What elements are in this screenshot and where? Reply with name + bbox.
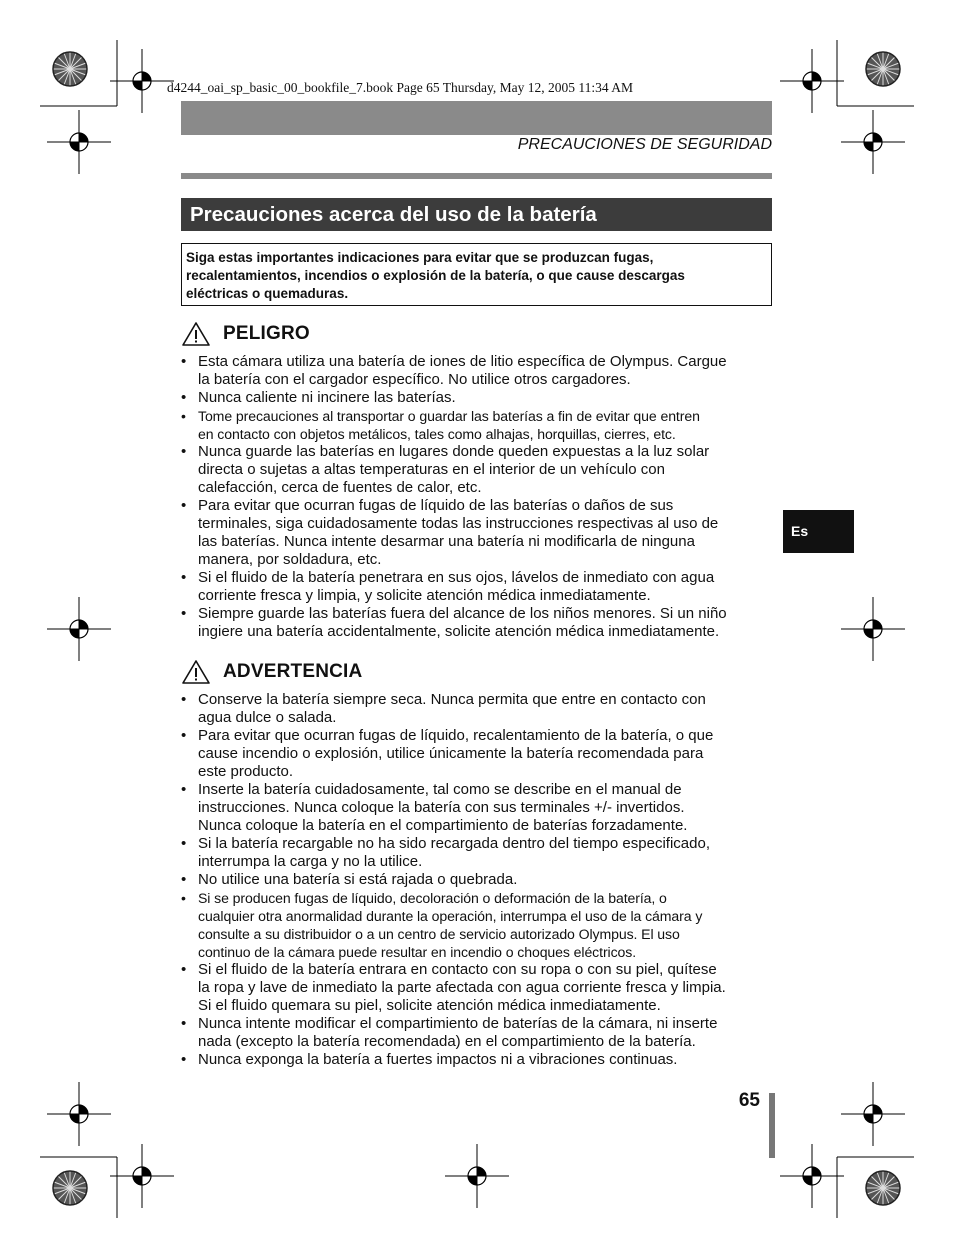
danger-heading-text: PELIGRO <box>223 323 310 344</box>
list-item-line: Tome precauciones al transportar o guardar las baterías a fin de evitar que entren <box>198 408 700 424</box>
list-item-line: agua dulce o salada. <box>198 709 337 726</box>
list-item-line: directa o sujetas a altas temperaturas en el interior de un vehículo con <box>198 461 665 478</box>
header-rule <box>181 173 772 179</box>
list-item-line: cause incendio o explosión, utilice únicamente la batería recomendada para <box>198 745 704 762</box>
list-item: • Nunca guarde las baterías en lugares donde queden expuestas a la luz solar directa o sujetas a altas temperaturas en el interior de un vehículo con calefacción, cerca de fuentes de calor, etc. <box>181 443 781 497</box>
list-item: • Para evitar que ocurran fugas de líquido de las baterías o daños de sus terminales, siga cuidadosamente todas las instrucciones respectivas al uso de las baterías. Nunca intente desarmar una batería ni modificarla de ninguna manera, por soldadura, etc. <box>181 497 781 569</box>
list-item: • No utilice una batería si está rajada o quebrada. <box>181 871 781 889</box>
list-item: • Conserve la batería siempre seca. Nunca permita que entre en contacto con agua dulce o salada. <box>181 691 781 727</box>
list-item-line: en contacto con objetos metálicos, tales como alhajas, horquillas, cierres, etc. <box>198 426 676 442</box>
warning-heading-text: ADVERTENCIA <box>223 661 363 682</box>
page-title: Precauciones acerca del uso de la batería <box>190 203 597 226</box>
notice-line: eléctricas o quemaduras. <box>186 286 349 301</box>
list-item-line: Nunca guarde las baterías en lugares donde queden expuestas a la luz solar <box>198 443 710 460</box>
list-item-line: consulte a su distribuidor o a un centro de servicio autorizado Olympus. El uso <box>198 926 680 942</box>
list-item: • Esta cámara utiliza una batería de iones de litio específica de Olympus. Cargue la batería con el cargador específico. No utilice otros cargadores. <box>181 353 781 389</box>
title-bar <box>181 198 772 231</box>
warning-triangle-icon <box>181 659 211 685</box>
print-header: d4244_oai_sp_basic_00_bookfile_7.book Page 65 Thursday, May 12, 2005 11:34 AM <box>167 80 633 95</box>
list-item: • Si se producen fugas de líquido, decoloración o deformación de la batería, o cualquier otra anormalidad durante la operación, interrumpa el uso de la cámara y consulte a su distribuidor o a un centro de servicio autorizado Olympus. El uso continuo de la cámara puede resultar en incendio o choques eléctricos. <box>181 889 781 961</box>
list-item-line: Para evitar que ocurran fugas de líquido, recalentamiento de la batería, o que <box>198 727 714 744</box>
list-item-line: Si el fluido quemara su piel, solicite atención médica inmediatamente. <box>198 997 661 1014</box>
page-number-bar <box>769 1093 775 1158</box>
list-item: • Siempre guarde las baterías fuera del alcance de los niños menores. Si un niño ingiere una batería accidentalmente, solicite atención médica inmediatamente. <box>181 605 781 641</box>
list-item-line: Siempre guarde las baterías fuera del alcance de los niños menores. Si un niño <box>198 605 727 622</box>
list-item-line: No utilice una batería si está rajada o quebrada. <box>198 871 518 888</box>
list-item-line: continuo de la cámara puede resultar en incendio o choques eléctricos. <box>198 944 637 960</box>
warning-triangle-icon <box>181 321 211 347</box>
list-item: • Para evitar que ocurran fugas de líquido, recalentamiento de la batería, o que cause incendio o explosión, utilice únicamente la batería recomendada para este producto. <box>181 727 781 781</box>
list-item: • Nunca intente modificar el compartimiento de baterías de la cámara, ni inserte nada (excepto la batería recomendada) en el compartimiento de la batería. <box>181 1015 781 1051</box>
list-item-line: Nunca coloque la batería en el compartimiento de baterías forzadamente. <box>198 817 688 834</box>
list-item-line: instrucciones. Nunca coloque la batería con sus terminales +/- invertidos. <box>198 799 685 816</box>
list-item-line: Conserve la batería siempre seca. Nunca permita que entre en contacto con <box>198 691 706 708</box>
list-item-line: este producto. <box>198 763 294 780</box>
warning-list <box>181 691 781 1069</box>
list-item: • Nunca exponga la batería a fuertes impactos ni a vibraciones continuas. <box>181 1051 781 1069</box>
notice-line: recalentamientos, incendios o explosión de la batería, o que cause descargas <box>186 268 685 283</box>
list-item-line: Si la batería recargable no ha sido recargada dentro del tiempo especificado, <box>198 835 710 852</box>
list-item-line: Nunca caliente ni incinere las baterías. <box>198 389 456 406</box>
danger-heading <box>181 318 310 350</box>
list-item-line: cualquier otra anormalidad durante la operación, interrumpa el uso de la cámara y <box>198 908 703 924</box>
language-tab: Es <box>783 510 854 553</box>
list-item-line: Inserte la batería cuidadosamente, tal como se describe en el manual de <box>198 781 682 798</box>
list-item-line: la ropa y lave de inmediato la parte afectada con agua corriente fresca y limpia. <box>198 979 726 996</box>
list-item-line: Nunca exponga la batería a fuertes impactos ni a vibraciones continuas. <box>198 1051 678 1068</box>
list-item-line: Nunca intente modificar el compartimiento de baterías de la cámara, ni inserte <box>198 1015 718 1032</box>
list-item-line: corriente fresca y limpia, y solicite atención médica inmediatamente. <box>198 587 651 604</box>
list-item-line: Si se producen fugas de líquido, decoloración o deformación de la batería, o <box>198 890 667 906</box>
list-item: • Si la batería recargable no ha sido recargada dentro del tiempo especificado, interrumpa la carga y no la utilice. <box>181 835 781 871</box>
header-bar <box>181 101 772 135</box>
notice-line: Siga estas importantes indicaciones para evitar que se produzcan fugas, <box>186 250 654 265</box>
list-item-line: Esta cámara utiliza una batería de iones de litio específica de Olympus. Cargue <box>198 353 727 370</box>
list-item-line: manera, por soldadura, etc. <box>198 551 382 568</box>
list-item-line: terminales, siga cuidadosamente todas las instrucciones respectivas al uso de <box>198 515 719 532</box>
page-number: 65 <box>738 1090 760 1111</box>
danger-list <box>181 353 781 641</box>
list-item-line: Si el fluido de la batería penetrara en sus ojos, lávelos de inmediato con agua <box>198 569 715 586</box>
list-item: • Si el fluido de la batería penetrara en sus ojos, lávelos de inmediato con agua corriente fresca y limpia, y solicite atención médica inmediatamente. <box>181 569 781 605</box>
list-item-line: las baterías. Nunca intente desarmar una batería ni modificarla de ninguna <box>198 533 695 550</box>
list-item: • Tome precauciones al transportar o guardar las baterías a fin de evitar que entren en contacto con objetos metálicos, tales como alhajas, horquillas, cierres, etc. <box>181 407 781 443</box>
list-item-line: ingiere una batería accidentalmente, solicite atención médica inmediatamente. <box>198 623 720 640</box>
list-item-line: Para evitar que ocurran fugas de líquido de las baterías o daños de sus <box>198 497 674 514</box>
list-item: • Nunca caliente ni incinere las baterías. <box>181 389 781 407</box>
list-item-line: la batería con el cargador específico. No utilice otros cargadores. <box>198 371 631 388</box>
list-item: • Inserte la batería cuidadosamente, tal como se describe en el manual de instrucciones. Nunca coloque la batería con sus terminales +/- invertidos. Nunca coloque la batería en el compartimiento de baterías forzadamente. <box>181 781 781 835</box>
list-item: • Si el fluido de la batería entrara en contacto con su ropa o con su piel, quítese la ropa y lave de inmediato la parte afectada con agua corriente fresca y limpia. Si el fluido quemara su piel, solicite atención médica inmediatamente. <box>181 961 781 1015</box>
list-item-line: calefacción, cerca de fuentes de calor, etc. <box>198 479 482 496</box>
list-item-line: interrumpa la carga y no la utilice. <box>198 853 423 870</box>
section-label: PRECAUCIONES DE SEGURIDAD <box>517 136 772 153</box>
notice-box <box>181 243 772 306</box>
list-item-line: Si el fluido de la batería entrara en contacto con su ropa o con su piel, quítese <box>198 961 717 978</box>
warning-heading <box>181 656 362 688</box>
list-item-line: nada (excepto la batería recomendada) en el compartimiento de la batería. <box>198 1033 696 1050</box>
